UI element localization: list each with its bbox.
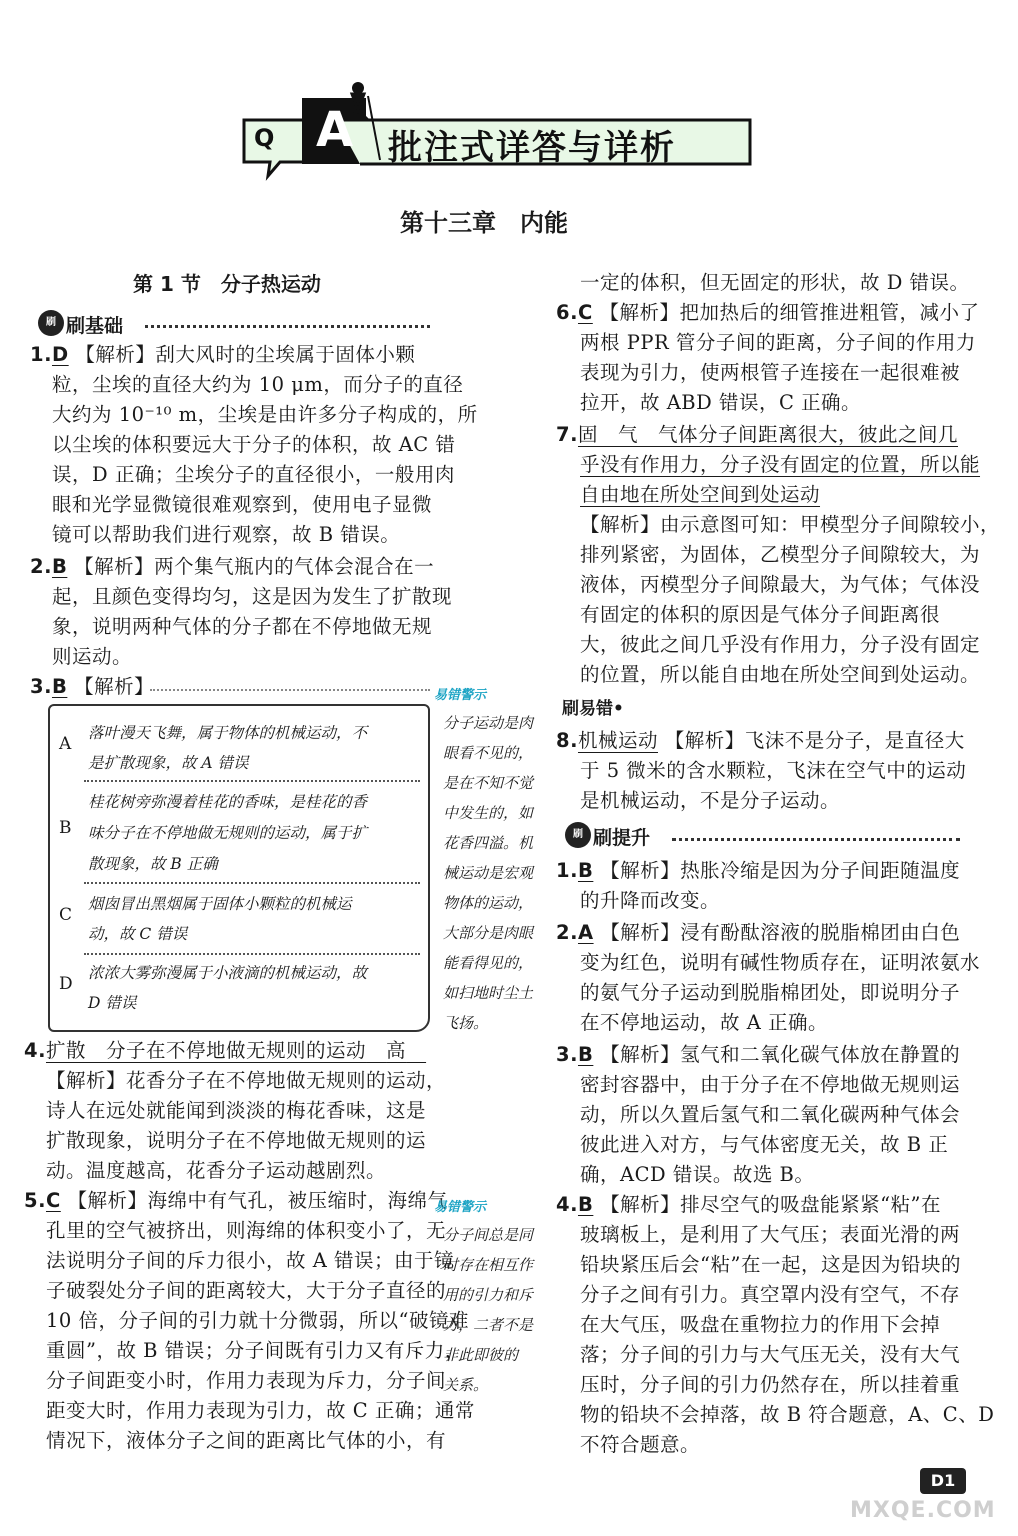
option-separator (84, 780, 420, 782)
text-line: 起，且颜色变得均匀，这是因为发生了扩散现 (52, 585, 453, 608)
text-line: 误，D 正确；尘埃分子的直径很小，一般用肉 (52, 463, 455, 486)
text-line: 不符合题意。 (580, 1433, 701, 1456)
option-letter: A (59, 734, 72, 754)
watermark: MXQE.COM (850, 1498, 996, 1523)
text-line: 的氨气分子运动到脱脂棉团处，即说明分子 (580, 981, 961, 1004)
chapter-title: 第十三章 内能 (400, 209, 568, 237)
option-letter: B (59, 818, 72, 838)
page-number: D1 (920, 1468, 966, 1494)
option-text: 散现象，故 B 正确 (88, 855, 218, 873)
question-number: 7. (556, 423, 578, 446)
question-number: 4. (24, 1039, 46, 1062)
text-line: 扩散现象，说明分子在不停地做无规则的运 (46, 1129, 427, 1152)
banner-title: 批注式详答与详析 (388, 128, 676, 168)
section-title: 第 1 节 分子热运动 (133, 272, 321, 296)
text-line: 镜可以帮助我们进行观察，故 B 错误。 (52, 523, 401, 546)
text-line: 液体，丙模型分子间隙最大，为气体；气体没 (580, 573, 981, 596)
text-line: 密封容器中，由于分子在不停地做无规则运 (580, 1073, 961, 1096)
text-line: 大，彼此之间几乎没有作用力，分子没有固定 (580, 633, 981, 656)
question-number: 1. (30, 343, 52, 366)
text-line: 确，ACD 错误。故选 B。 (580, 1163, 815, 1186)
answer: B (577, 1193, 594, 1216)
text-line: 【解析】热胀冷缩是因为分子间距随温度 (600, 859, 961, 882)
text-line: 10 倍，分子间的引力就十分微弱，所以“破镜难 (46, 1309, 469, 1332)
text-line: 眼和光学显微镜很难观察到，使用电子显微 (52, 493, 433, 516)
text-line: 情况下，液体分子之间的距离比气体的小，有 (46, 1429, 447, 1452)
option-text: 浓浓大雾弥漫属于小液滴的机械运动，故 (88, 964, 368, 982)
brush-icon: 刷 (565, 822, 591, 848)
question-number: 6. (556, 301, 578, 324)
text-line: 以尘埃的体积要远大于分子的体积，故 AC 错 (52, 433, 456, 456)
option-letter: C (59, 905, 73, 925)
answer: 扩散 分子在不停地做无规则的运动 高 (45, 1039, 407, 1062)
brush-icon: 刷 (38, 310, 64, 336)
easy-wrong-header: 刷易错• (562, 699, 624, 719)
text-line: 【解析】浸有酚酞溶液的脱脂棉团由白色 (600, 921, 961, 944)
text-line: 两根 PPR 管分子间的距离，分子间的作用力 (580, 331, 976, 354)
text-line: 大约为 10⁻¹⁰ m，尘埃是由许多分子构成的，所 (52, 403, 478, 426)
divider (145, 325, 430, 328)
option-text: 动，故 C 错误 (88, 925, 188, 943)
answer: A (577, 921, 594, 944)
question-number: 2. (30, 555, 52, 578)
answer: C (577, 301, 593, 324)
answer: 固 气 气体分子间距离很大，彼此之间几 (577, 423, 958, 446)
question-number: 3. (30, 675, 52, 698)
banner (240, 80, 760, 185)
text-line: 分子之间有引力。真空罩内没有空气，不存 (580, 1283, 961, 1306)
text-line: 是机械运动，不是分子运动。 (580, 789, 841, 812)
answer: D (51, 343, 69, 366)
tip-label: 易错警示 (434, 688, 487, 703)
text-line: 粒，尘埃的直径大约为 10 μm，而分子的直径 (52, 373, 464, 396)
banner-q: Q (254, 124, 275, 152)
answer: B (51, 555, 68, 578)
banner-a: A (316, 102, 354, 158)
text-line: 【解析】飞沫不是分子，是直径大 (664, 729, 965, 752)
question-number: 5. (24, 1189, 46, 1212)
text-line: 铅块紧压后会“粘”在一起，这是因为铅块的 (580, 1253, 961, 1276)
improve-header: 刷提升 (593, 827, 651, 849)
text-line: 动。温度越高，花香分子运动越剧烈。 (46, 1159, 387, 1182)
text-line: 拉开，故 ABD 错误，C 正确。 (580, 391, 862, 414)
text-line: 诗人在远处就能闻到淡淡的梅花香味，这是 (46, 1099, 427, 1122)
text-line: 表现为引力，使两根管子连接在一起很难被 (580, 361, 961, 384)
option-letter: D (59, 974, 73, 994)
text-line: 子破裂处分子间的距离较大，大于分子直径的 (46, 1279, 447, 1302)
text-line: 【解析】排尽空气的吸盘能紧紧“粘”在 (600, 1193, 942, 1216)
text-line: 【解析】两个集气瓶内的气体会混合在一 (74, 555, 435, 578)
question-number: 4. (556, 1193, 578, 1216)
option-text: 味分子在不停地做无规则的运动，属于扩 (88, 824, 368, 842)
text-line: 【解析】由示意图可知：甲模型分子间隙较小， (580, 513, 1001, 536)
basic-header: 刷基础 (66, 315, 124, 337)
text-line: 物的铅块不会掉落，故 B 符合题意，A、C、D (580, 1403, 995, 1426)
option-separator (84, 882, 420, 884)
option-text: D 错误 (88, 994, 137, 1012)
text-line: 【解析】海绵中有气孔，被压缩时，海绵气 (67, 1189, 448, 1212)
text-line: 则运动。 (52, 645, 133, 668)
text-line: 孔里的空气被挤出，则海绵的体积变小了，无 (46, 1219, 447, 1242)
question-number: 1. (556, 859, 578, 882)
text-line: 法说明分子间的斥力很小，故 A 错误；由于镜 (46, 1249, 454, 1272)
answer: 机械运动 (577, 729, 658, 752)
text-line: 有固定的体积的原因是气体分子间距离很 (580, 603, 941, 626)
text-line: 距变大时，作用力表现为引力，故 C 正确；通常 (46, 1399, 475, 1422)
text-line: 【解析】刮大风时的尘埃属于固体小颗 (75, 343, 416, 366)
answer: B (51, 675, 68, 698)
text-line: 的位置，所以能自由地在所处空间到处运动。 (580, 663, 981, 686)
text-line: 的升降而改变。 (580, 889, 721, 912)
text-line: 象，说明两种气体的分子都在不停地做无规 (52, 615, 433, 638)
text-line: 在不停地运动，故 A 正确。 (580, 1011, 828, 1034)
question-number: 8. (556, 729, 578, 752)
answer: 自由地在所处空间到处运动 (580, 483, 821, 506)
option-text: 落叶漫天飞舞，属于物体的机械运动，不 (88, 724, 368, 742)
answer: 乎没有作用力，分子没有固定的位置，所以能 (580, 453, 981, 476)
text-line: 分子间距变小时，作用力表现为斥力，分子间 (46, 1369, 447, 1392)
text-line: 【解析】氢气和二氧化碳气体放在静置的 (600, 1043, 961, 1066)
text-line: 动，所以久置后氢气和二氧化碳两种气体会 (580, 1103, 961, 1126)
answer: C (45, 1189, 61, 1212)
option-separator (84, 953, 420, 955)
text-line: 玻璃板上，是利用了大气压；表面光滑的两 (580, 1223, 961, 1246)
divider (150, 689, 430, 691)
option-text: 是扩散现象，故 A 错误 (88, 754, 249, 772)
text-line: 【解析】把加热后的细管推进粗管，减小了 (599, 301, 980, 324)
text-line: 彼此进入对方，与气体密度无关，故 B 正 (580, 1133, 949, 1156)
option-text: 烟囱冒出黑烟属于固体小颗粒的机械运 (88, 895, 352, 913)
answer: B (577, 1043, 594, 1066)
text-line: 【解析】花香分子在不停地做无规则的运动， (46, 1069, 447, 1092)
option-text: 桂花树旁弥漫着桂花的香味，是桂花的香 (88, 793, 368, 811)
text-line: 落；分子间的引力与大气压无关，没有大气 (580, 1343, 961, 1366)
text-line: 于 5 微米的含水颗粒，飞沫在空气中的运动 (580, 759, 967, 782)
answer: B (577, 859, 594, 882)
tip-label: 易错警示 (434, 1200, 487, 1215)
divider (672, 838, 960, 841)
text-line: 排列紧密，为固体，乙模型分子间隙较大，为 (580, 543, 981, 566)
text-line: 重圆”，故 B 错误；分子间既有引力又有斥力， (46, 1339, 465, 1362)
question-number: 3. (556, 1043, 578, 1066)
text-line: 在大气压，吸盘在重物拉力的作用下会掉 (580, 1313, 941, 1336)
text-line: 变为红色，说明有碱性物质存在，证明浓氨水 (580, 951, 981, 974)
text-line: 压时，分子间的引力仍然存在，所以挂着重 (580, 1373, 961, 1396)
question-number: 2. (556, 921, 578, 944)
analysis-tag: 【解析】 (74, 675, 155, 698)
text-line: 一定的体积，但无固定的形状，故 D 错误。 (580, 271, 970, 294)
